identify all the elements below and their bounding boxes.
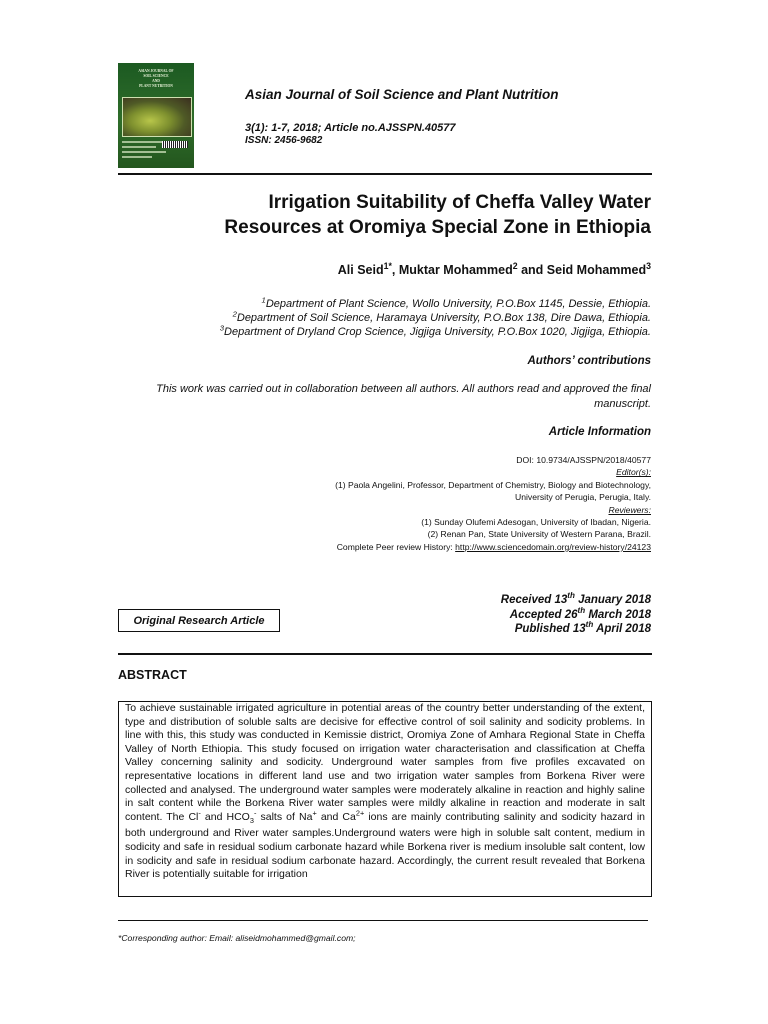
affiliation-text: Department of Plant Science, Wollo University, P.O.Box 1145, Dessie, Ethiopia. (265, 298, 651, 310)
author-affil-mark: 1* (383, 260, 392, 271)
cover-text-bar (122, 156, 152, 158)
accepted-date-text: March 2018 (585, 608, 651, 621)
doi: DOI: 10.9734/AJSSPN/2018/40577 (516, 455, 651, 465)
abstract-heading: ABSTRACT (118, 668, 187, 682)
article-info (335, 454, 651, 553)
ordinal-suffix: th (567, 591, 575, 601)
accepted-date (501, 605, 651, 623)
abstract-segment: and Ca (316, 810, 356, 823)
contributions-heading: Authors’ contributions (527, 355, 651, 367)
article-info-heading: Article Information (548, 426, 651, 438)
reviewer-entry: (2) Renan Pan, State University of Western Parana, Brazil. (427, 529, 651, 540)
editor-entry-cont: University of Perugia, Perugia, Italy. (515, 492, 651, 503)
accepted-date-text: Accepted 26 (509, 608, 578, 621)
charge-superscript: - (198, 808, 201, 818)
affiliation-line (220, 325, 651, 339)
paper-title-line: Resources at Oromiya Special Zone in Ethiopia (224, 217, 651, 238)
affiliation-text: Department of Soil Science, Haramaya University, P.O.Box 138, Dire Dawa, Ethiopia. (236, 312, 651, 324)
author-affil-mark: 3 (646, 260, 651, 271)
issn: ISSN: 2456-9682 (245, 135, 323, 146)
cover-title-line: AND (152, 79, 160, 83)
received-date-text: Received 13 (500, 594, 568, 606)
article-type-label: Original Research Article (133, 614, 265, 627)
paper-title-line: Irrigation Suitability of Cheffa Valley Water (268, 192, 651, 213)
charge-superscript: + (312, 808, 317, 818)
corresponding-author-footnote: *Corresponding author: Email: aliseidmohammed@gmail.com; (118, 933, 356, 943)
abstract-segment: ions are mainly contributing salinity and sodicity hazard in both underground and River water samples.Underground waters were high in soluble salt content, medium in sodicity and safe in residual sodium carbonate hazard while Borkena river is medium insoluble salt content, low in sodicity and safe in residual sodium carbonate hazard. Accordingly, the current result revealed that Borkena River is potentially suitable for irrigation (125, 810, 645, 881)
editors-label: Editor(s): (616, 467, 651, 478)
paper-title (111, 190, 651, 240)
volume-info: 3(1): 1-7, 2018; Article no.AJSSPN.40577 (245, 122, 456, 134)
charge-superscript: 2+ (355, 808, 365, 818)
cover-barcode (162, 141, 188, 148)
received-date (501, 593, 651, 608)
cover-title-line: PLANT NUTRITION (139, 84, 173, 88)
published-date-text: Published 13 (514, 623, 586, 635)
author-list (337, 260, 651, 277)
cover-text-bar (122, 146, 156, 148)
cover-title (118, 69, 194, 89)
received-date-text: January 2018 (574, 594, 651, 606)
reviewer-entry: (1) Sunday Olufemi Adesogan, University of Ibadan, Nigeria. (421, 517, 651, 528)
affiliations (220, 297, 651, 339)
footnote-divider (118, 920, 648, 921)
article-type-box (118, 609, 280, 632)
author-name: Ali Seid (337, 263, 384, 277)
affiliation-mark: 3 (219, 323, 225, 333)
abstract-segment: To achieve sustainable irrigated agriculture in potential areas of the country better understanding of the extent, type and distribution of soluble salts are decisive for effective control of soil salinity and sodicity problems. In line with this, this study was conducted in Kemissie district, Oromiya Zone of Amhara Regional State in Cheffa Valley of North Ethiopia. This study focused on irrigation water characterisation and classification at Cheffa Valley concerning salinity and sodicity. Underground water samples from five profiles excavated on representative locations in different land use and two irrigation water samples from Borkena River were collected and analysed. The underground water samples were moderately alkaline in reaction and highly saline in salt content while the Borkena River water samples were mildly alkaline in reaction and moderate in salt content. The Cl (125, 702, 645, 823)
abstract-segment: salts of Na (256, 810, 313, 823)
formula-subscript: 3 (249, 815, 254, 825)
editor-entry: (1) Paola Angelini, Professor, Department of Chemistry, Biology and Biotechnology, (335, 479, 651, 490)
review-history-link[interactable]: http://www.sciencedomain.org/review-history/24123 (455, 541, 651, 552)
published-date-text: April 2018 (593, 623, 651, 635)
header-divider (118, 173, 652, 175)
cover-text-bar (122, 151, 166, 153)
author-separator: , (391, 263, 399, 277)
contributions-text: This work was carried out in collaboration between all authors. All authors read and approved the final manuscript. (156, 383, 651, 410)
abstract-segment: and HCO (200, 810, 250, 823)
journal-name: Asian Journal of Soil Science and Plant Nutrition (245, 87, 559, 102)
abstract-box (118, 701, 652, 897)
affiliation-mark: 1 (261, 295, 266, 305)
author-separator: and (517, 263, 547, 277)
affiliation-text: Department of Dryland Crop Science, Jigjiga University, P.O.Box 1020, Jigjiga, Ethiopia. (224, 326, 651, 338)
ordinal-suffix: th (585, 620, 594, 630)
cover-title-line: ASIAN JOURNAL OF (138, 69, 174, 73)
published-date (501, 622, 651, 637)
abstract-text (125, 702, 645, 882)
affiliation-mark: 2 (232, 309, 237, 319)
author-name: Seid Mohammed (546, 263, 647, 277)
author-name: Muktar Mohammed (398, 263, 513, 277)
article-dates (501, 593, 651, 637)
journal-cover-image (118, 63, 194, 168)
affiliation-line (220, 311, 651, 325)
cover-title-line: SOIL SCIENCE (143, 74, 169, 78)
cover-text-bar (122, 141, 162, 143)
affiliation-line (220, 297, 651, 311)
charge-superscript: - (253, 808, 257, 818)
review-history-label: Complete Peer review History: (336, 541, 456, 552)
review-history (335, 541, 651, 553)
abstract-divider (118, 653, 652, 655)
author-affil-mark: 2 (512, 260, 518, 271)
cover-plant-photo (122, 97, 192, 137)
reviewers-label: Reviewers: (608, 504, 651, 515)
ordinal-suffix: th (577, 605, 586, 615)
